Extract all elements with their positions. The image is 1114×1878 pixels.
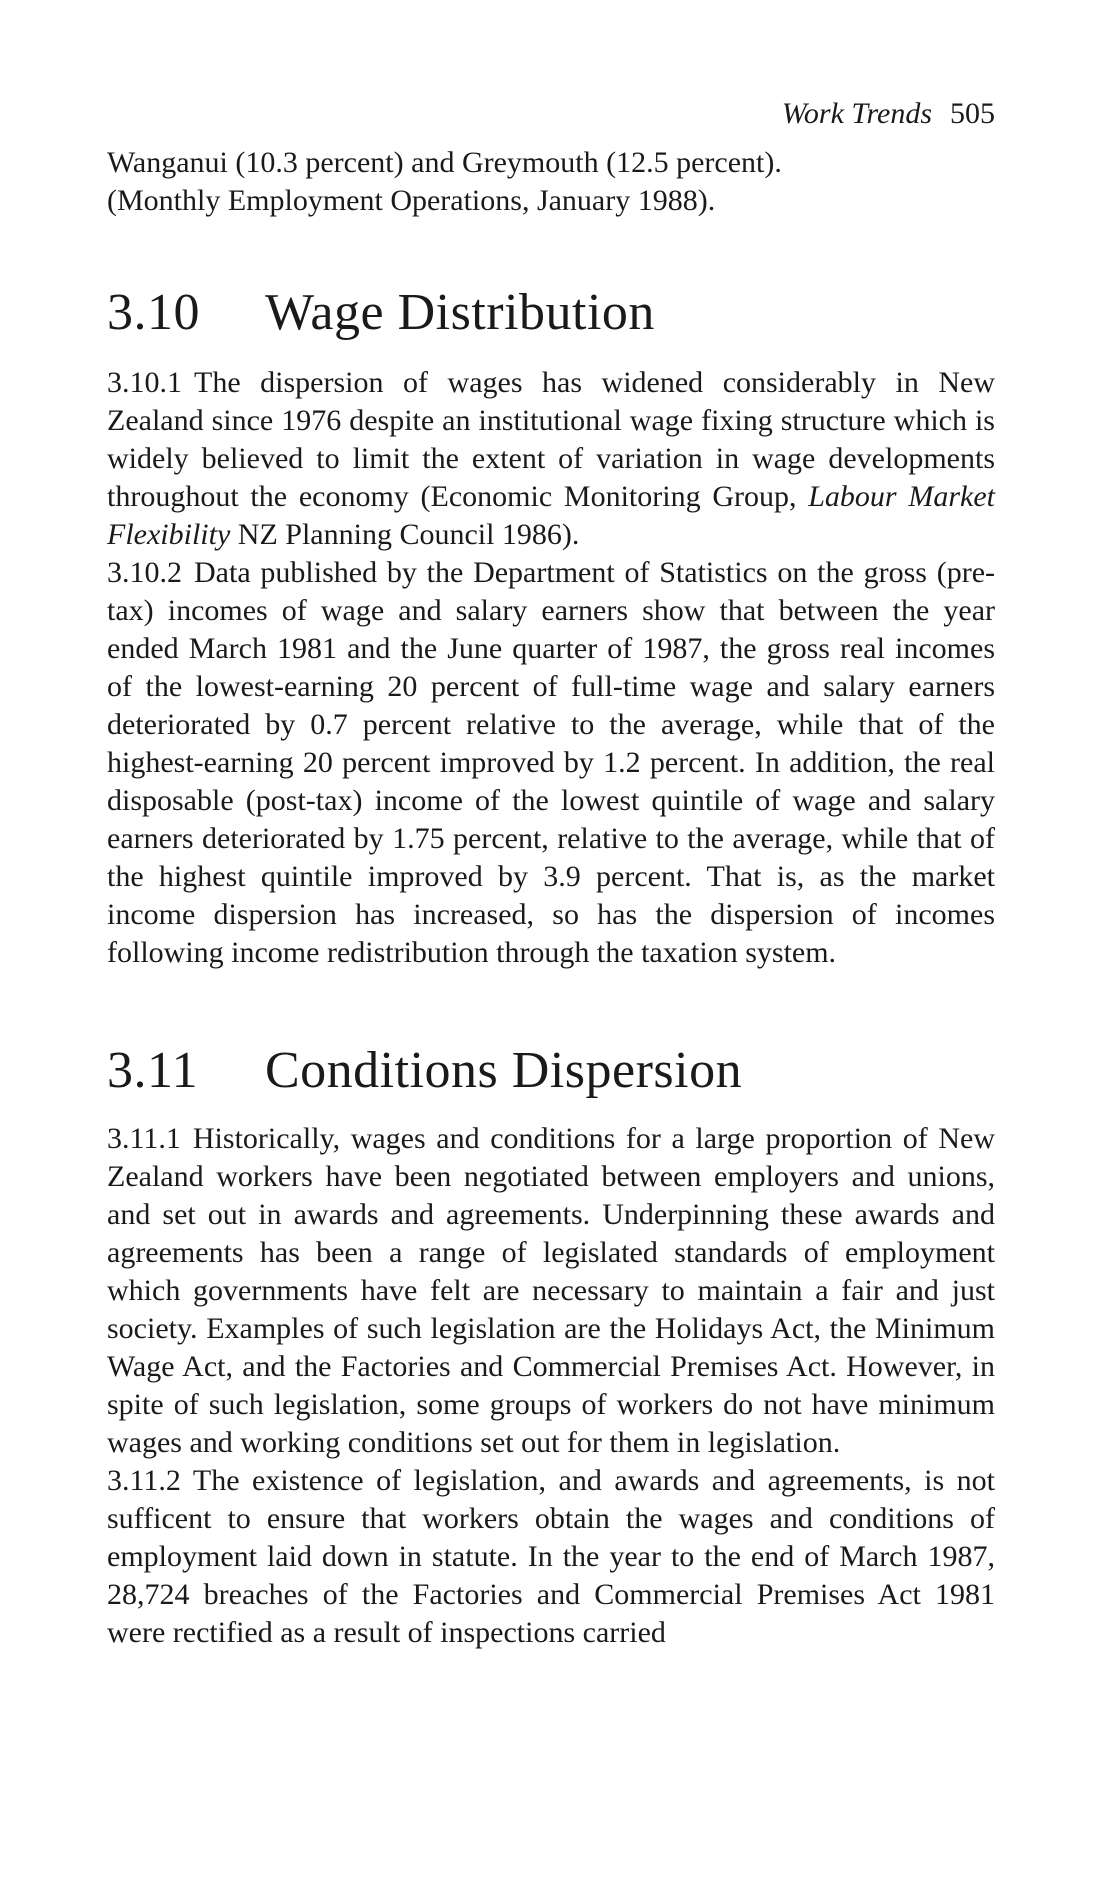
paragraph-3-11-2: [107, 1462, 995, 1652]
section-title: Wage Distribution: [265, 284, 655, 341]
section-number: 3.11: [107, 1042, 199, 1099]
paragraph-number: 3.11.2: [107, 1464, 181, 1497]
paragraph-text: The existence of legislation, and awards and agreements, is not sufficent to ensure that workers obtain the wages and conditions of employment laid down in statute. In the year to the end of March 1987, 28,724 breaches of the Factories and Commercial Premises Act 1981 were rectified as a result of inspections carried: [107, 1464, 995, 1649]
paragraph-text: Data published by the Department of Statistics on the gross (pre-tax) incomes of wage and salary earners show that between the year ended March 1981 and the June quarter of 1987, the gross real incomes of the lowest-earning 20 percent of full-time wage and salary earners deteriorated by 0.7 percent relative to the average, while that of the highest-earning 20 percent improved by 1.2 percent. In addition, the real disposable (post-tax) income of the lowest quintile of wage and salary earners deteriorated by 1.75 percent, relative to the average, while that of the highest quintile improved by 3.9 percent. That is, as the market income dispersion has increased, so has the dispersion of incomes following income redistribution through the taxation system.: [107, 556, 995, 969]
running-head: [107, 96, 995, 132]
section-title: Conditions Dispersion: [265, 1042, 743, 1099]
paragraph-text-end: NZ Planning Council 1986).: [230, 518, 580, 551]
paragraph-3-10-2: [107, 554, 995, 972]
paragraph-text: Historically, wages and conditions for a large proportion of New Zealand workers have been negotiated between employers and unions, and set out in awards and agreements. Underpinning these awards and agreements has been a range of legislated standards of employment which governments have felt are necessary to maintain a fair and just society. Examples of such legislation are the Holidays Act, the Minimum Wage Act, and the Factories and Commercial Premises Act. However, in spite of such legislation, some groups of workers do not have minimum wages and working conditions set out for them in legislation.: [107, 1122, 995, 1459]
publication-title: Labour Market Flexibility: [107, 480, 995, 551]
section-heading-3-11: [107, 1040, 995, 1102]
paragraph-number: 3.11.1: [107, 1122, 181, 1155]
paragraph-number: 3.10.1: [107, 366, 182, 399]
paragraph-text: The dispersion of wages has widened considerably in New Zealand since 1976 despite an institutional wage fixing structure which is widely believed to limit the extent of variation in wage developments throughout the economy (Economic Monitoring Group,: [107, 366, 995, 513]
intro-line-2: (Monthly Employment Operations, January 1988).: [107, 184, 716, 217]
paragraph-number: 3.10.2: [107, 556, 182, 589]
document-page: [107, 96, 995, 1652]
intro-line-1: Wanganui (10.3 percent) and Greymouth (12.5 percent).: [107, 146, 782, 179]
paragraph-3-11-1: [107, 1120, 995, 1462]
section-number: 3.10: [107, 284, 200, 341]
running-head-title: Work Trends: [781, 97, 932, 130]
section-heading-3-10: [107, 282, 995, 344]
page-number: 505: [950, 97, 995, 130]
paragraph-3-10-1: [107, 364, 995, 554]
